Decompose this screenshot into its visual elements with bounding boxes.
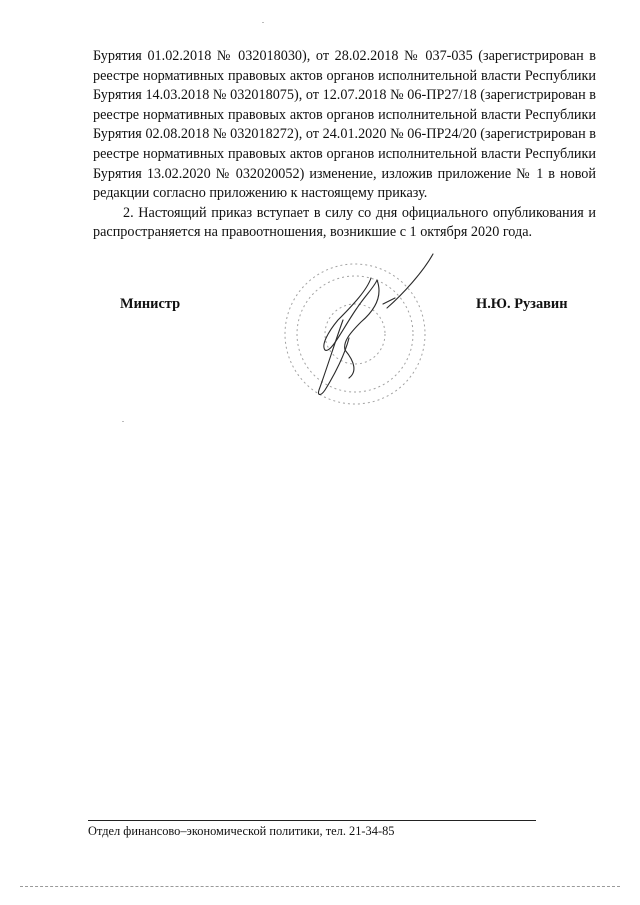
- paragraph-continuation: Бурятия 01.02.2018 № 032018030), от 28.02.2018 № 037-035 (зарегистрирован в реестре нормативных правовых актов органов исполнительной власти Республики Бурятия 14.03.2018 № 032018075), от 12.07.2018 № 06-ПР27/18 (зарегистрирован в реестре нормативных правовых актов органов исполнительной власти Республики Бурятия 02.08.2018 № 032018272), от 24.01.2020 № 06-ПР24/20 (зарегистрирован в реестре нормативных правовых актов органов исполнительной власти Республики Бурятия 13.02.2020 № 032020052) изменение, изложив приложение № 1 в новой редакции согласно приложению к настоящему приказу.: [93, 48, 596, 202]
- document-body: [93, 47, 596, 243]
- paragraph-2: 2. Настоящий приказ вступает в силу со дня официального опубликования и распространяется на правоотношения, возникшие с 1 октября 2020 года.: [93, 204, 596, 241]
- scan-bottom-edge: [20, 886, 620, 887]
- stamp-signature-image: [283, 250, 443, 410]
- scan-speck: [122, 421, 124, 422]
- footer-divider: [88, 820, 536, 821]
- signer-title: Министр: [120, 296, 181, 312]
- footer-contact: Отдел финансово–экономической политики, тел. 21-34-85: [88, 824, 395, 838]
- signer-name: Н.Ю. Рузавин: [476, 296, 568, 312]
- scan-speck: [262, 22, 264, 23]
